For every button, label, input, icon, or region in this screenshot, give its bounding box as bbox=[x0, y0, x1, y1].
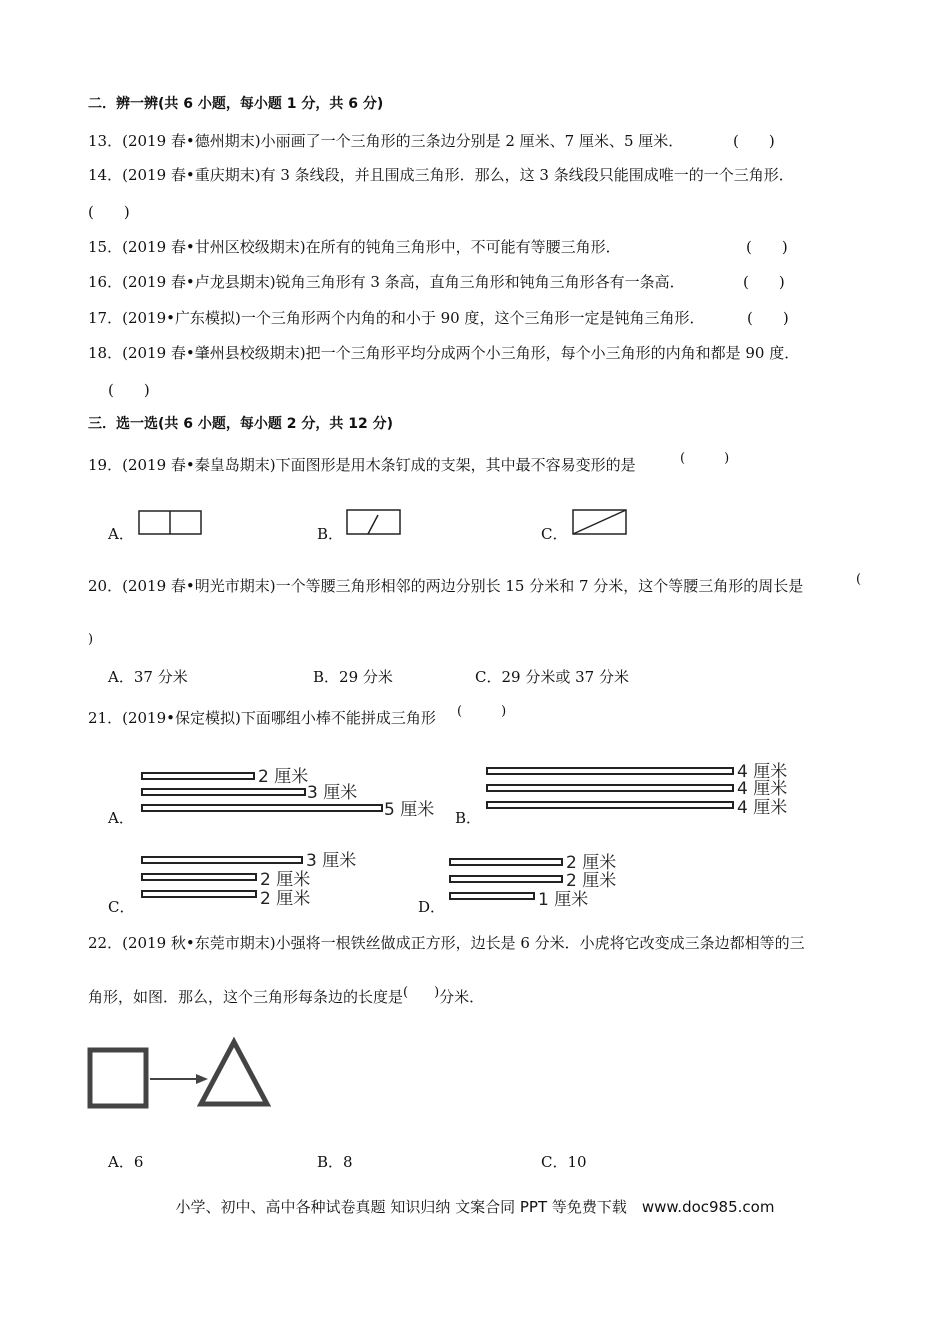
option-21-b[interactable]: B． bbox=[455, 809, 482, 827]
question-19: 19．(2019 春•秦皇岛期末)下面图形是用木条钉成的支架，其中最不容易变形的是 bbox=[88, 456, 636, 474]
answer-paren-14[interactable]: ( ) bbox=[88, 203, 130, 221]
stick-label-b-1: 4 厘米 bbox=[737, 762, 788, 782]
answer-paren-13[interactable]: ( ) bbox=[733, 132, 775, 150]
sticks-group-b bbox=[485, 758, 788, 818]
stick-label-c-3: 2 厘米 bbox=[260, 889, 311, 909]
sticks-group-c bbox=[140, 848, 370, 910]
answer-paren-21[interactable]: ( ) bbox=[457, 704, 507, 719]
footer-watermark: 小学、初中、高中各种试卷真题 知识归纳 文案合同 PPT 等免费下载 www.doc985.com bbox=[175, 1198, 775, 1216]
question-22-line-2 bbox=[88, 987, 484, 1009]
answer-paren-20-open[interactable]: ( bbox=[856, 572, 862, 587]
option-21-d[interactable]: D． bbox=[418, 898, 446, 916]
option-22-c[interactable]: C．10 bbox=[541, 1153, 587, 1171]
stick-label-c-1: 3 厘米 bbox=[306, 851, 357, 871]
option-19-c[interactable]: C． bbox=[541, 525, 568, 543]
question-22-unit: 分米． bbox=[439, 988, 485, 1006]
option-22-b[interactable]: B．8 bbox=[317, 1153, 353, 1171]
option-21-a[interactable]: A． bbox=[108, 809, 134, 827]
stick-label-d-1: 2 厘米 bbox=[566, 853, 617, 873]
option-20-b[interactable]: B．29 分米 bbox=[313, 668, 393, 686]
answer-paren-15[interactable]: ( ) bbox=[746, 238, 788, 256]
question-18: 18．(2019 春•肇州县校级期末)把一个三角形平均分成两个小三角形，每个小三角形的内角和都是 90 度． bbox=[88, 344, 800, 362]
square-to-triangle-figure bbox=[86, 1036, 276, 1112]
question-22-line-1: 22．(2019 秋•东莞市期末)小强将一根铁丝做成正方形，边长是 6 分米．小虎将它改变成三条边都相等的三 bbox=[88, 934, 805, 952]
diagonal-brace-rectangle-figure bbox=[572, 509, 628, 536]
stick-label-b-2: 4 厘米 bbox=[737, 779, 788, 799]
stick-label-c-2: 2 厘米 bbox=[260, 870, 311, 890]
option-19-a[interactable]: A． bbox=[108, 525, 134, 543]
sticks-group-d bbox=[448, 850, 638, 912]
question-13: 13．(2019 春•德州期末)小丽画了一个三角形的三条边分别是 2 厘米、7 厘米、5 厘米． bbox=[88, 132, 684, 150]
question-15: 15．(2019 春•甘州区校级期末)在所有的钝角三角形中，不可能有等腰三角形． bbox=[88, 238, 621, 256]
option-21-c[interactable]: C． bbox=[108, 898, 135, 916]
stick-label-a-2: 3 厘米 bbox=[307, 783, 358, 803]
section-3-heading: 三．选一选(共 6 小题，每小题 2 分，共 12 分) bbox=[88, 416, 394, 432]
question-14: 14．(2019 春•重庆期末)有 3 条线段，并且围成三角形．那么，这 3 条线段只能围成唯一的一个三角形． bbox=[88, 166, 794, 184]
question-22-line-2-text: 角形，如图．那么，这个三角形每条边的长度是 bbox=[88, 988, 404, 1006]
stick-label-a-3: 5 厘米 bbox=[384, 800, 435, 820]
answer-paren-22[interactable]: ( ) bbox=[403, 985, 440, 1000]
braced-rectangle-figure bbox=[138, 510, 202, 536]
option-19-b[interactable]: B． bbox=[317, 525, 344, 543]
answer-paren-19[interactable]: ( ) bbox=[680, 451, 730, 466]
stick-label-b-3: 4 厘米 bbox=[737, 798, 788, 818]
answer-paren-18[interactable]: ( ) bbox=[108, 381, 150, 399]
answer-paren-16[interactable]: ( ) bbox=[743, 273, 785, 291]
question-17: 17．(2019•广东模拟)一个三角形两个内角的和小于 90 度，这个三角形一定是钝角三角形． bbox=[88, 309, 705, 327]
stick-label-a-1: 2 厘米 bbox=[258, 767, 309, 787]
answer-paren-17[interactable]: ( ) bbox=[747, 309, 789, 327]
option-22-a[interactable]: A．6 bbox=[108, 1153, 144, 1171]
option-20-a[interactable]: A．37 分米 bbox=[108, 668, 188, 686]
question-20: 20．(2019 春•明光市期末)一个等腰三角形相邻的两边分别长 15 分米和 7 分米，这个等腰三角形的周长是 bbox=[88, 577, 804, 595]
stick-label-d-3: 1 厘米 bbox=[538, 890, 589, 910]
question-21: 21．(2019•保定模拟)下面哪组小棒不能拼成三角形 bbox=[88, 709, 436, 727]
question-16: 16．(2019 春•卢龙县期末)锐角三角形有 3 条高，直角三角形和钝角三角形各有一条高． bbox=[88, 273, 685, 291]
slanted-brace-rectangle-figure bbox=[346, 509, 402, 536]
stick-label-d-2: 2 厘米 bbox=[566, 871, 617, 891]
sticks-group-a bbox=[140, 760, 440, 820]
answer-paren-20-close[interactable]: ) bbox=[88, 632, 94, 647]
option-20-c[interactable]: C．29 分米或 37 分米 bbox=[475, 668, 629, 686]
section-2-heading: 二．辨一辨(共 6 小题，每小题 1 分，共 6 分) bbox=[88, 96, 384, 112]
